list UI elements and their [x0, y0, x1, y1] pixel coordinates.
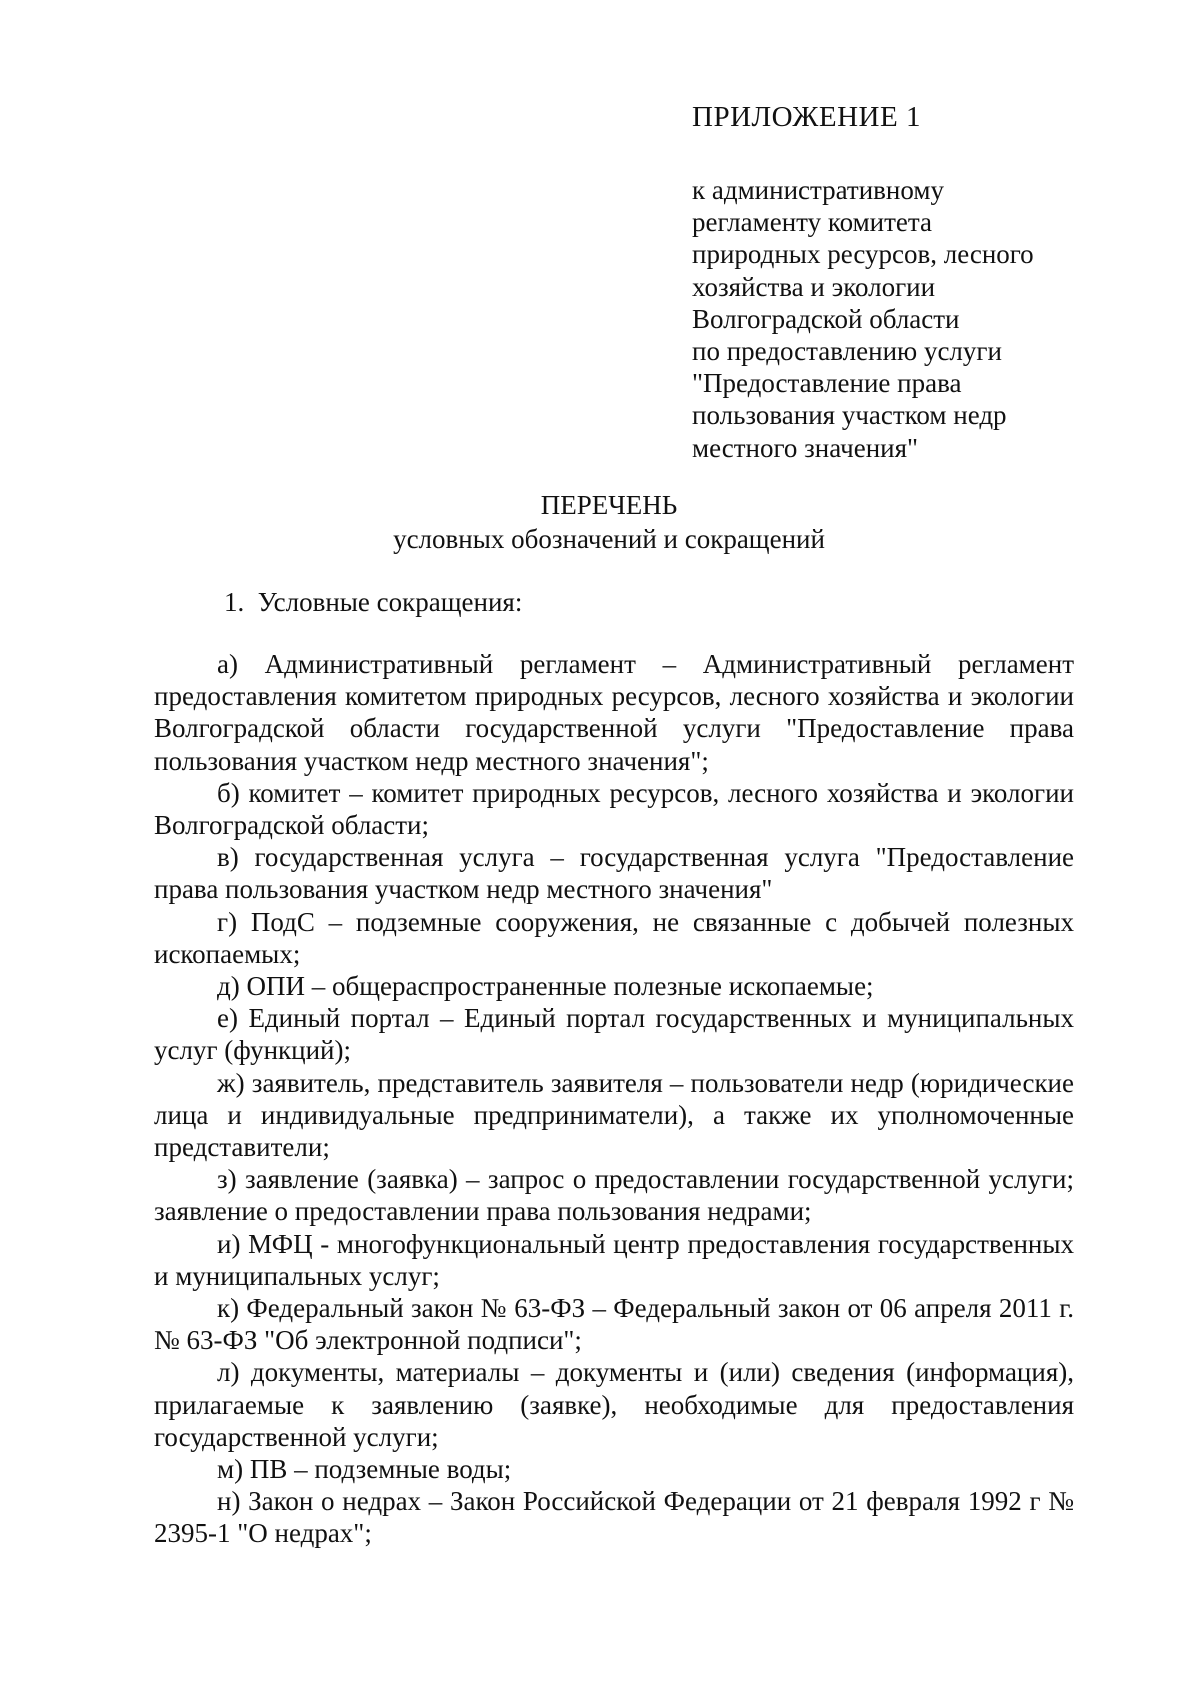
list-item: м) ПВ – подземные воды; — [217, 1454, 512, 1485]
appendix-line: пользования участком недр — [692, 400, 1007, 431]
appendix-line: по предоставлению услуги — [692, 336, 1002, 367]
appendix-line: Волгоградской области — [692, 303, 960, 334]
appendix-line: местного значения" — [692, 432, 919, 463]
list-item: д) ОПИ – общераспространенные полезные ископаемые; — [217, 971, 874, 1002]
section-title — [224, 585, 522, 619]
heading-subtitle: условных обозначений и сокращений — [393, 524, 825, 554]
list-item: ж) заявитель, представитель заявителя – пользователи недр (юридические лица и индивидуальные предприниматели), а также их уполномоченные представители; — [154, 1067, 1074, 1163]
appendix-line: хозяйства и экологии — [692, 271, 936, 302]
list-item: б) комитет – комитет природных ресурсов, лесного хозяйства и экологии Волгоградской области; — [154, 777, 1074, 841]
list-item: а) Административный регламент – Административный регламент предоставления комитетом природных ресурсов, лесного хозяйства и экологии Волгоградской области государственной услуги "Предоставление права пользования участком недр местного значения"; — [154, 649, 1074, 776]
appendix-line: "Предоставление права — [692, 368, 962, 399]
list-item: к) Федеральный закон № 63-ФЗ – Федеральный закон от 06 апреля 2011 г. № 63-ФЗ "Об электронной подписи"; — [154, 1293, 1074, 1356]
section-label: Условные сокращения: — [257, 587, 523, 617]
appendix-subtitle — [692, 174, 1112, 464]
appendix-line: к административному — [692, 175, 944, 205]
list-item: в) государственная услуга – государственная услуга "Предоставление права пользования участком недр местного значения" — [154, 842, 1074, 905]
list-item: з) заявление (заявка) – запрос о предоставлении государственной услуги; заявление о предоставлении права пользования недрами; — [154, 1164, 1074, 1227]
appendix-line: регламенту комитета — [692, 207, 933, 238]
list-item: е) Единый портал – Единый портал государственных и муниципальных услуг (функций); — [154, 1003, 1074, 1066]
list-item: г) ПодС – подземные сооружения, не связанные с добычей полезных ископаемых; — [154, 906, 1074, 969]
list-item: и) МФЦ - многофункциональный центр предоставления государственных и муниципальных услуг; — [154, 1228, 1074, 1291]
abbreviations-list — [154, 648, 1074, 1550]
appendix-line: природных ресурсов, лесного — [692, 239, 1034, 270]
document-heading — [0, 488, 1200, 556]
list-item: н) Закон о недрах – Закон Российской Федерации от 21 февраля 1992 г № 2395-1 "О недрах"; — [154, 1486, 1074, 1549]
section-number: 1. — [224, 587, 245, 617]
list-item: л) документы, материалы – документы и (или) сведения (информация), прилагаемые к заявлению (заявке), необходимые для предоставления государственной услуги; — [154, 1357, 1074, 1452]
appendix-block — [692, 100, 1112, 464]
appendix-title: ПРИЛОЖЕНИЕ 1 — [692, 101, 921, 133]
heading-title: ПЕРЕЧЕНЬ — [540, 490, 678, 520]
